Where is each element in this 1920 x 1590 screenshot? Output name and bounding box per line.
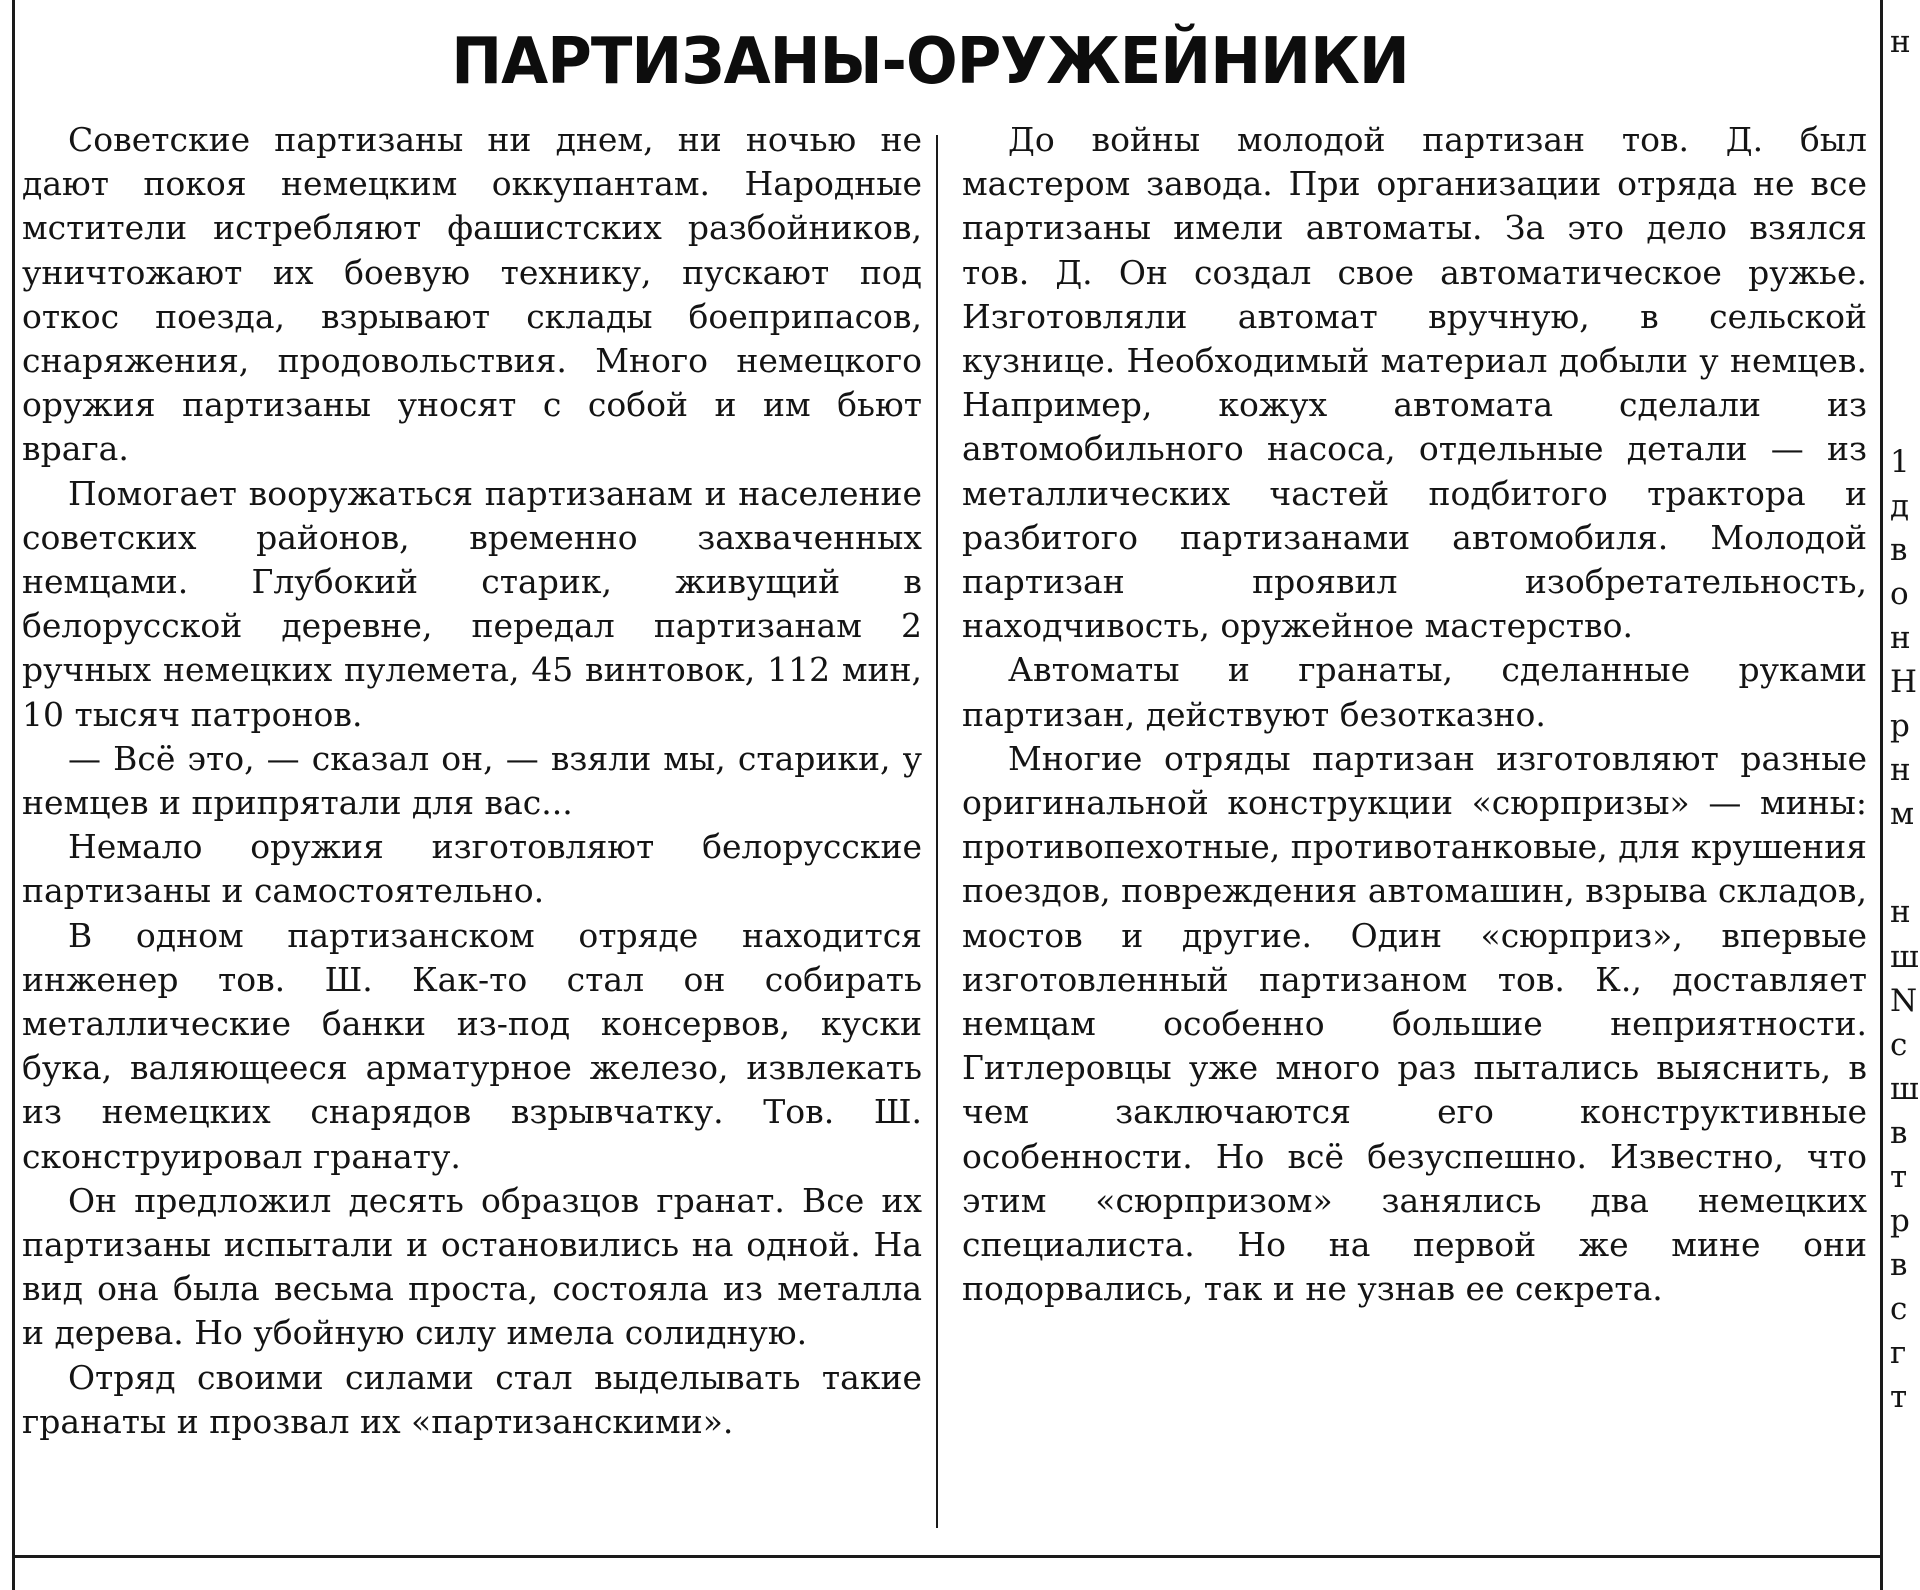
fragment: м — [1890, 796, 1915, 832]
fragment: с — [1890, 1291, 1908, 1327]
fragment: о — [1890, 576, 1909, 612]
left-border-rule — [12, 0, 15, 1590]
fragment: в — [1890, 1247, 1908, 1283]
fragment: н — [1890, 24, 1911, 60]
adjacent-column-strip — [1888, 0, 1920, 1590]
article-column-left — [22, 118, 922, 1444]
article-title: ПАРТИЗАНЫ-ОРУЖЕЙНИКИ — [451, 25, 1409, 99]
fragment: г — [1890, 1335, 1907, 1371]
fragment: в — [1890, 1115, 1908, 1151]
bottom-rule — [12, 1555, 1880, 1558]
fragment: н — [1890, 752, 1911, 788]
right-border-rule — [1880, 0, 1883, 1590]
paragraph: — Всё это, — сказал он, — взяли мы, старики, у немцев и припрятали для вас... — [22, 738, 922, 823]
fragment: т — [1890, 1379, 1908, 1415]
paragraph: Помогает вооружаться партизанам и население советских районов, временно захваченных немцами. Глубокий старик, живущий в белорусской деревне, передал партизанам 2 ручных немецких пулемета, 45 винтовок, 112 мин, 10 тысяч патронов. — [22, 473, 922, 734]
fragment: ш — [1890, 1071, 1919, 1107]
paragraph: Немало оружия изготовляют белорусские партизаны и самостоятельно. — [22, 827, 922, 911]
article-column-right — [962, 118, 1867, 1311]
paragraph: Он предложил десять образцов гранат. Все их партизаны испытали и остановились на одной. На вид она была весьма проста, состояла из металла и дерева. Но убойную силу имела солидную. — [22, 1180, 922, 1353]
fragment: р — [1890, 1203, 1910, 1239]
fragment: 1 — [1890, 444, 1910, 480]
paragraph: До войны молодой партизан тов. Д. был мастером завода. При организации отряда не все партизаны имели автоматы. За это дело взялся тов. Д. Он создал свое автоматическое ружье. Изготовляли автомат вручную, в сельской кузнице. Необходимый материал добыли у немцев. Например, кожух автомата сделали из автомобильного насоса, отдельные детали — из металлических частей подбитого трактора и разбитого партизанами автомобиля. Молодой партизан проявил изобретательность, находчивость, оружейное мастерство. — [962, 120, 1867, 646]
fragment: д — [1890, 488, 1910, 524]
fragment: в — [1890, 532, 1908, 568]
fragment: ш — [1890, 939, 1919, 975]
fragment: р — [1890, 708, 1910, 744]
fragment: н — [1890, 894, 1911, 930]
fragment: N — [1890, 983, 1918, 1019]
paragraph: Отряд своими силами стал выделывать такие гранаты и прозвал их «партизанскими». — [22, 1357, 922, 1441]
paragraph: Советские партизаны ни днем, ни ночью не дают покоя немецким оккупантам. Народные мстители истребляют фашистских разбойников, уничтожают их боевую технику, пускают под откос поезда, взрывают склады боеприпасов, снаряжения, продовольствия. Много немецкого оружия партизаны уносят с собой и им бьют врага. — [22, 120, 922, 469]
paragraph: Автоматы и гранаты, сделанные руками партизан, действуют безотказно. — [962, 650, 1867, 734]
paragraph: Многие отряды партизан изготовляют разные оригинальной конструкции «сюрпризы» — мины: противопехотные, противотанковые, для крушения поездов, повреждения автомашин, взрыва складов, мостов и другие. Один «сюрприз», впервые изготовленный партизаном тов. К., доставляет немцам особенно большие неприятности. Гитлеровцы уже много раз пытались выяснить, в чем заключаются его конструктивные особенности. Но всё безуспешно. Известно, что этим «сюрпризом» занялись два немецких специалиста. Но на первой же мине они подорвались, так и не узнав ее секрета. — [962, 738, 1867, 1309]
fragment: т — [1890, 1159, 1908, 1195]
column-divider — [936, 135, 938, 1528]
fragment: Н — [1890, 664, 1918, 700]
fragment: с — [1890, 1027, 1908, 1063]
fragment: н — [1890, 620, 1911, 656]
paragraph: В одном партизанском отряде находится инженер тов. Ш. Как-то стал он собирать металлические банки из-под консервов, куски бука, валяющееся арматурное железо, извлекать из немецких снарядов взрывчатку. Тов. Ш. сконструировал гранату. — [22, 915, 922, 1176]
